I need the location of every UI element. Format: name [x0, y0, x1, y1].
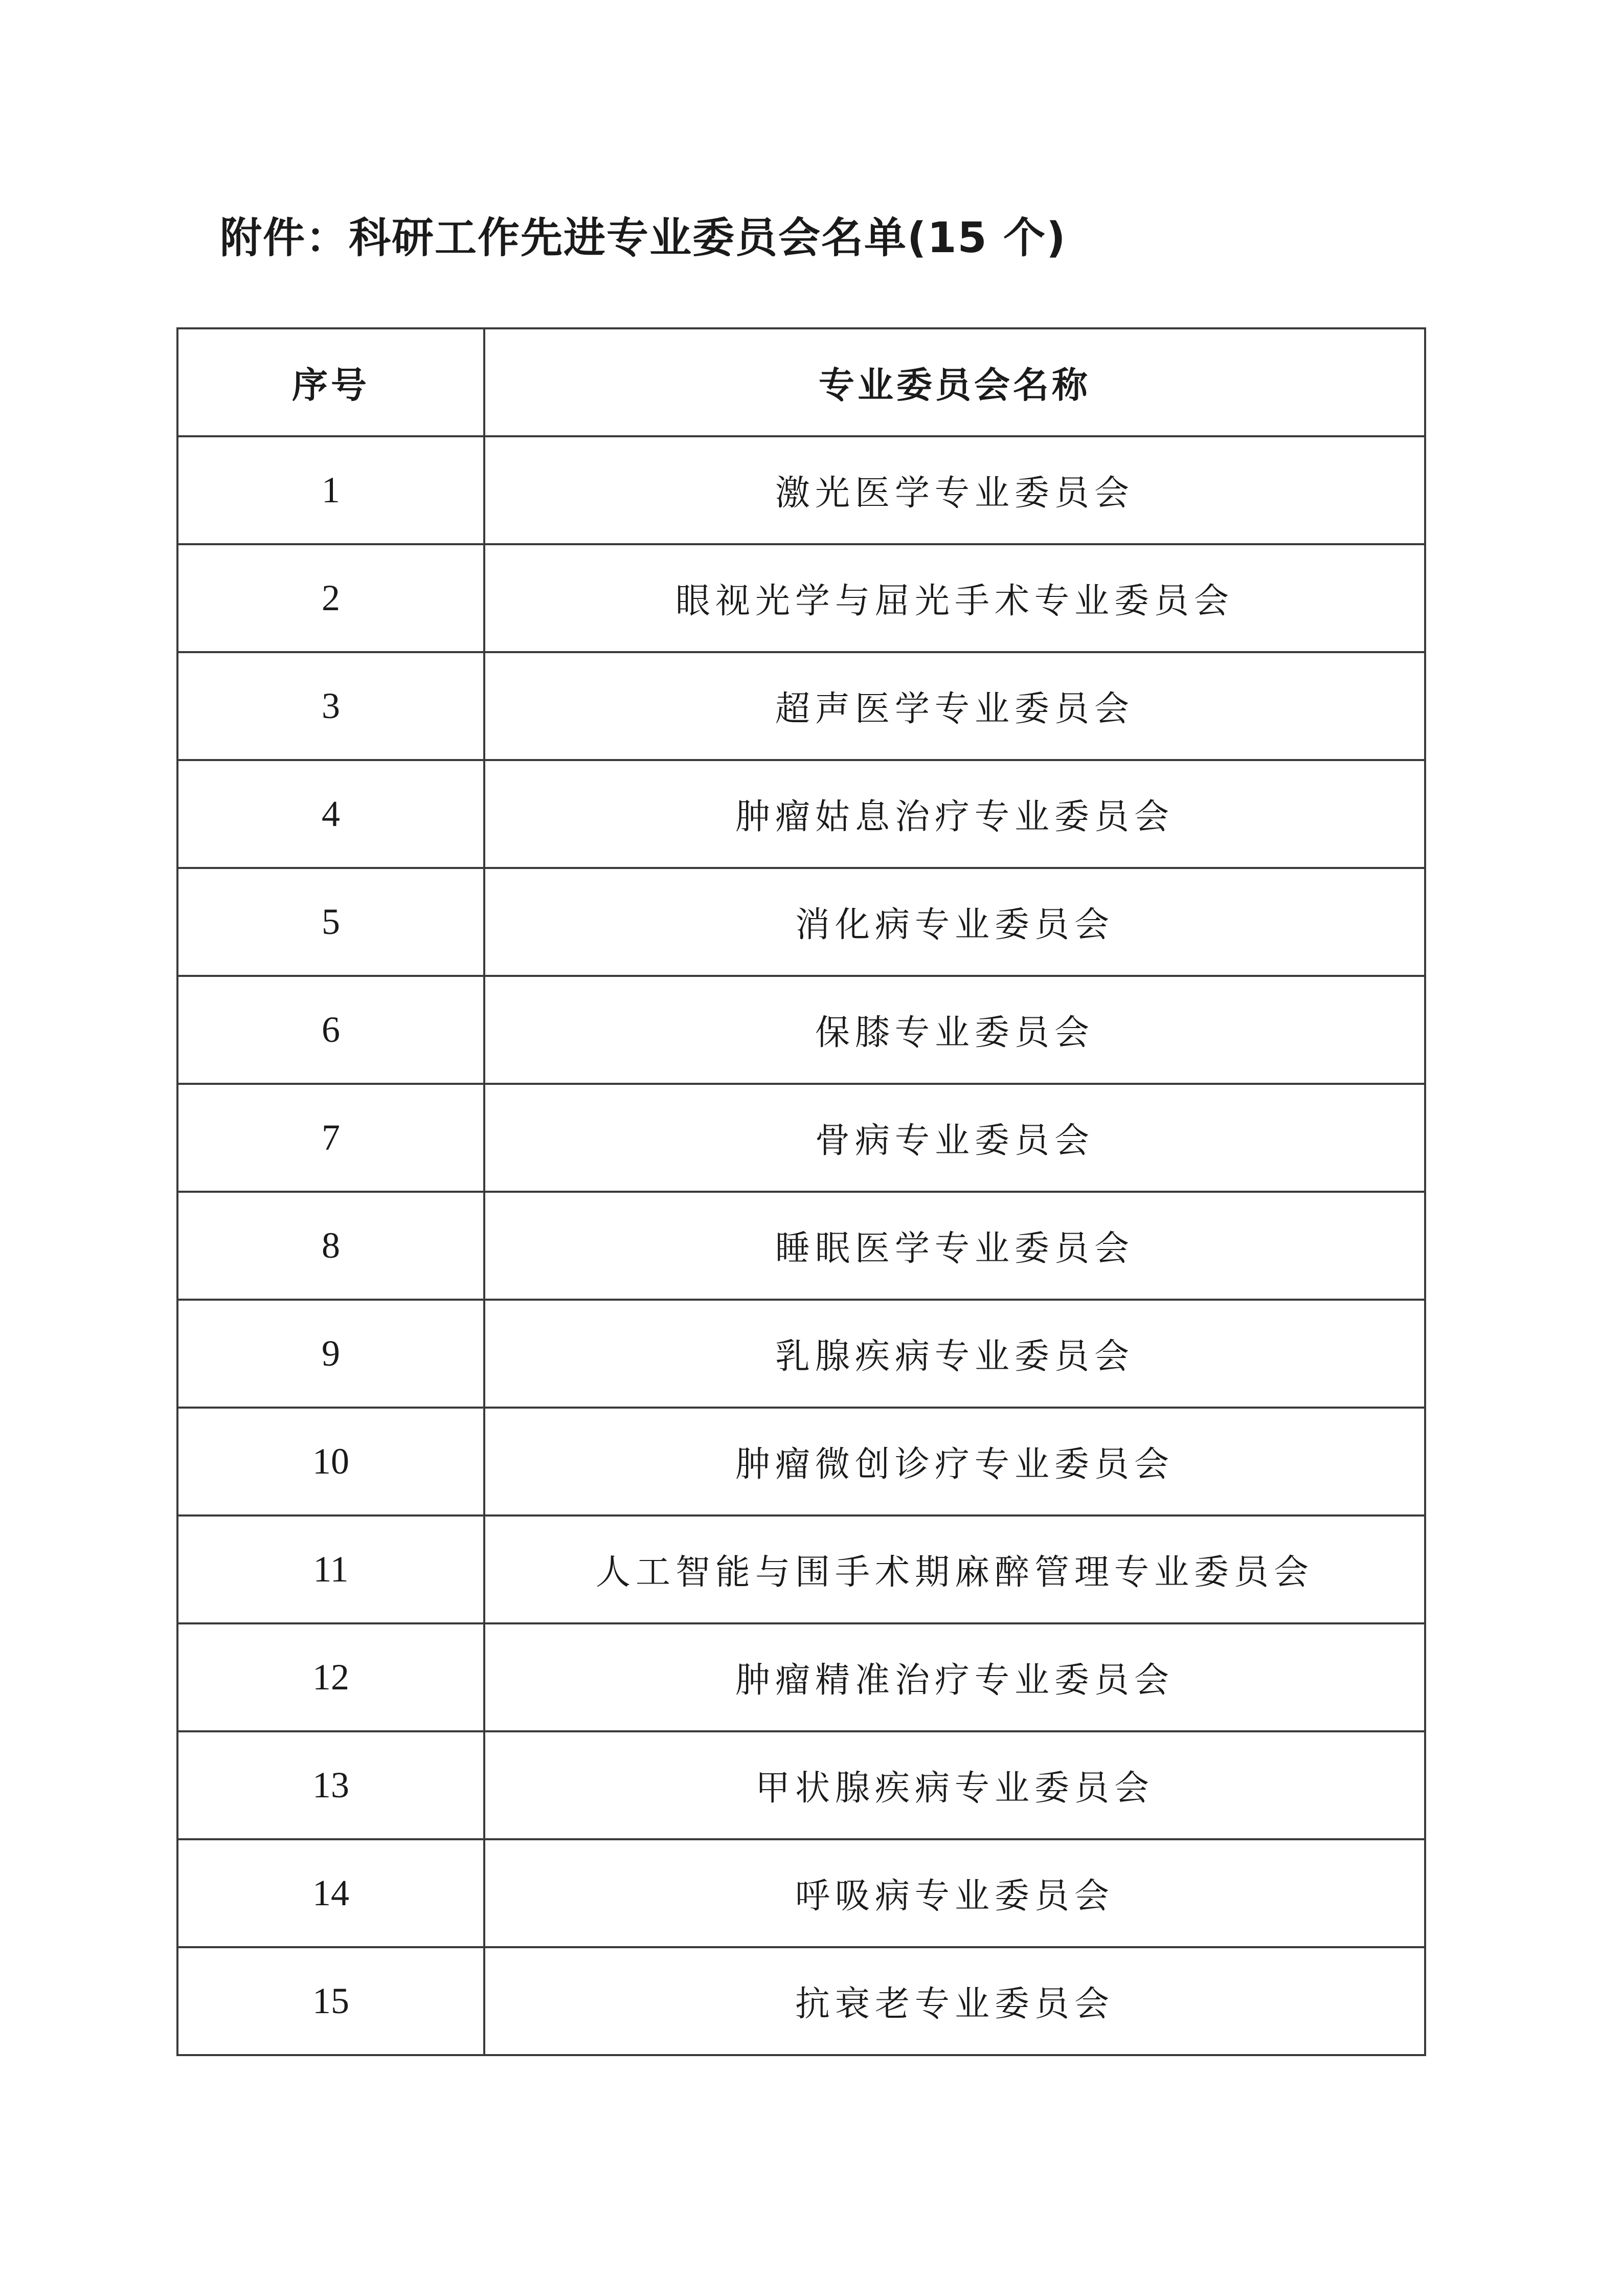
- table-row: [177, 1408, 1425, 1515]
- committee-name: 肿瘤精准治疗专业委员会: [484, 1623, 1425, 1731]
- table-row: [177, 1947, 1425, 2055]
- row-number: 7: [177, 1084, 484, 1192]
- table-row: [177, 1300, 1425, 1408]
- committee-name: 乳腺疾病专业委员会: [484, 1300, 1425, 1408]
- table-row: [177, 1192, 1425, 1300]
- table-header-row: [177, 328, 1425, 436]
- table-row: [177, 436, 1425, 544]
- row-number: 12: [177, 1623, 484, 1731]
- row-number: 3: [177, 652, 484, 760]
- table-row: [177, 652, 1425, 760]
- row-number: 14: [177, 1839, 484, 1947]
- row-number: 1: [177, 436, 484, 544]
- row-number: 5: [177, 868, 484, 976]
- table-row: [177, 544, 1425, 652]
- committee-table: [176, 327, 1426, 2056]
- row-number: 6: [177, 976, 484, 1084]
- row-number: 8: [177, 1192, 484, 1300]
- table-row: [177, 1839, 1425, 1947]
- committee-name: 抗衰老专业委员会: [484, 1947, 1425, 2055]
- row-number: 10: [177, 1408, 484, 1515]
- committee-name: 呼吸病专业委员会: [484, 1839, 1425, 1947]
- committee-name: 保膝专业委员会: [484, 976, 1425, 1084]
- table-row: [177, 976, 1425, 1084]
- row-number: 9: [177, 1300, 484, 1408]
- row-number: 11: [177, 1515, 484, 1623]
- header-number: 序号: [177, 328, 484, 436]
- row-number: 2: [177, 544, 484, 652]
- committee-name: 甲状腺疾病专业委员会: [484, 1731, 1425, 1839]
- committee-name: 人工智能与围手术期麻醉管理专业委员会: [484, 1515, 1425, 1623]
- table-row: [177, 868, 1425, 976]
- row-number: 13: [177, 1731, 484, 1839]
- committee-name: 激光医学专业委员会: [484, 436, 1425, 544]
- table-row: [177, 1623, 1425, 1731]
- row-number: 4: [177, 760, 484, 868]
- committee-name: 肿瘤微创诊疗专业委员会: [484, 1408, 1425, 1515]
- committee-name: 超声医学专业委员会: [484, 652, 1425, 760]
- document-title: 附件：科研工作先进专业委员会名单(15 个): [220, 214, 1067, 262]
- row-number: 15: [177, 1947, 484, 2055]
- committee-name: 眼视光学与屈光手术专业委员会: [484, 544, 1425, 652]
- table-row: [177, 1084, 1425, 1192]
- committee-name: 消化病专业委员会: [484, 868, 1425, 976]
- header-committee-name: 专业委员会名称: [484, 328, 1425, 436]
- committee-name: 骨病专业委员会: [484, 1084, 1425, 1192]
- committee-name: 睡眠医学专业委员会: [484, 1192, 1425, 1300]
- committee-name: 肿瘤姑息治疗专业委员会: [484, 760, 1425, 868]
- table-row: [177, 1731, 1425, 1839]
- table-row: [177, 760, 1425, 868]
- table-row: [177, 1515, 1425, 1623]
